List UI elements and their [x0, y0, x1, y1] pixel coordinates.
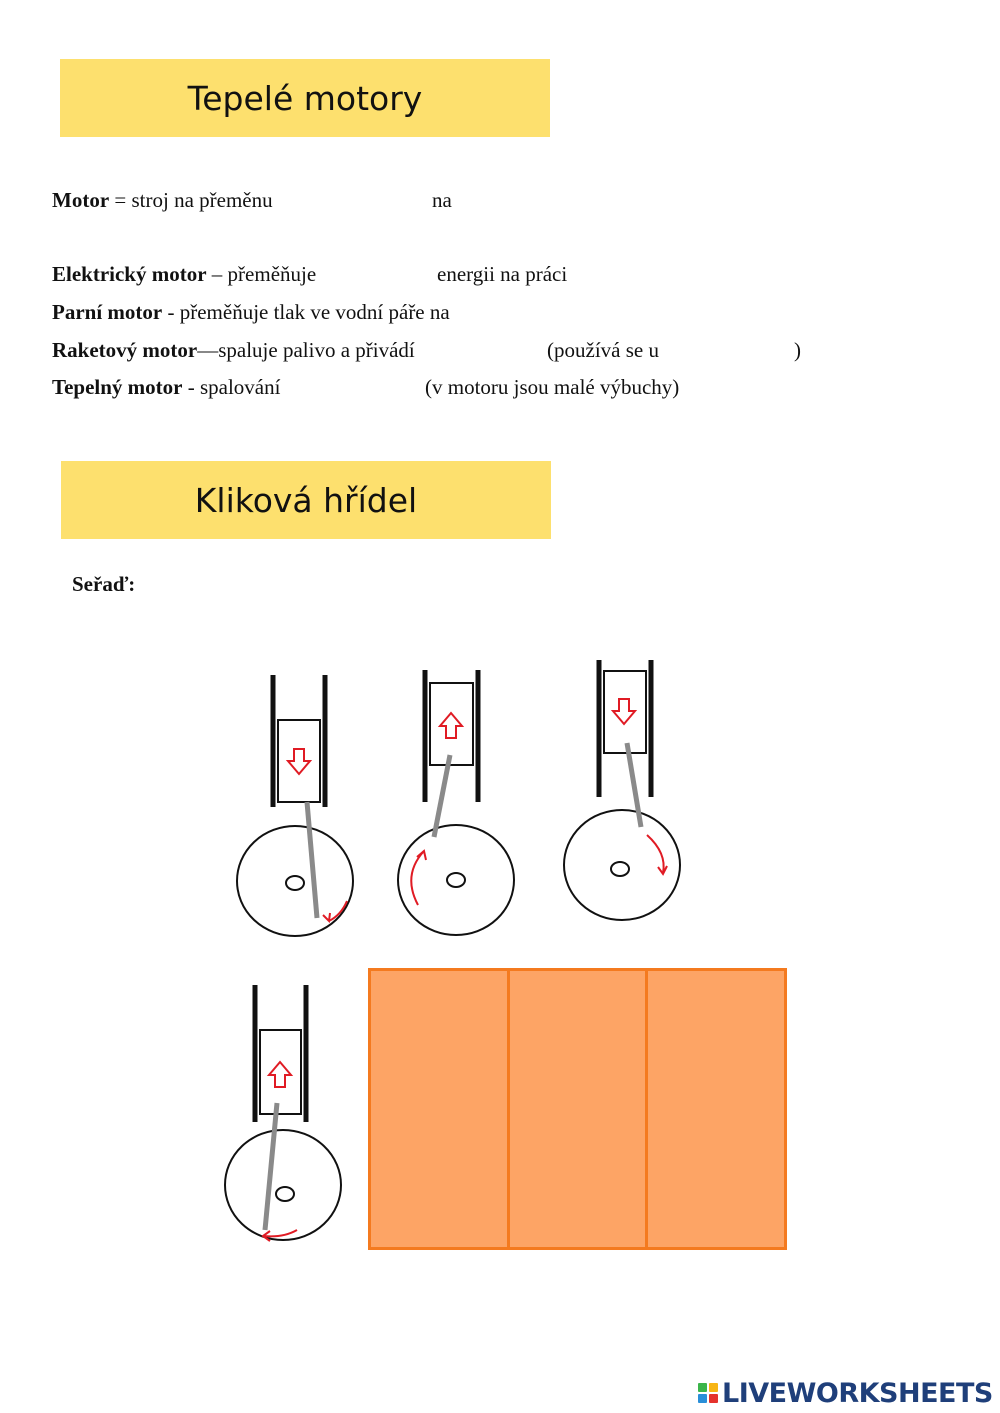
- drop-box-3[interactable]: [645, 968, 787, 1250]
- text: —spaluje palivo a přivádí: [197, 338, 415, 362]
- section-heading-text: Tepelé motory: [187, 78, 423, 118]
- engine-diagram-1[interactable]: [225, 665, 365, 945]
- crank-axle: [276, 1187, 294, 1201]
- answer-input-rocket-1[interactable]: [460, 336, 549, 364]
- section-heading-crankshaft: [61, 461, 551, 539]
- text: = stroj na přeměnu: [109, 188, 273, 212]
- term-thermal-motor: Tepelný motor: [52, 375, 183, 399]
- engine-diagram-3[interactable]: [555, 655, 695, 935]
- liveworksheets-logo-icon: [698, 1383, 718, 1403]
- crank-wheel: [225, 1130, 341, 1240]
- crank-axle: [611, 862, 629, 876]
- liveworksheets-logo: [698, 1378, 993, 1408]
- text: - spalování: [182, 375, 281, 399]
- text: - přeměňuje tlak ve vodní páře na: [162, 300, 450, 324]
- text: (používá se u: [547, 338, 659, 362]
- answer-input-motor-1[interactable]: [302, 186, 431, 214]
- definition-motor: [52, 190, 472, 214]
- text: na: [432, 188, 452, 212]
- exercise-instruction: Seřaď:: [72, 572, 136, 596]
- answer-input-steam[interactable]: [500, 298, 664, 326]
- text: (v motoru jsou malé výbuchy): [425, 375, 680, 399]
- definition-rocket-motor: [52, 340, 812, 364]
- section-heading-text: Kliková hřídel: [194, 480, 418, 520]
- definition-thermal-motor: [52, 377, 752, 401]
- drop-box-1[interactable]: [368, 968, 510, 1250]
- logo-text: LIVEWORKSHEETS: [722, 1377, 993, 1409]
- text: – přeměňuje: [206, 262, 317, 286]
- term-motor: Motor: [52, 188, 110, 212]
- answer-input-rocket-2[interactable]: [674, 336, 796, 364]
- section-heading-engines: [60, 59, 550, 137]
- engine-diagram-2[interactable]: [390, 665, 530, 945]
- text: ): [794, 338, 801, 362]
- term-steam-motor: Parní motor: [52, 300, 163, 324]
- text: energii na práci: [437, 262, 568, 286]
- engine-diagram-4[interactable]: [215, 975, 355, 1255]
- drop-box-2[interactable]: [507, 968, 648, 1250]
- answer-input-thermal[interactable]: [310, 373, 424, 401]
- definition-steam-motor: [52, 302, 752, 326]
- definition-electric-motor: [52, 264, 612, 288]
- term-electric-motor: Elektrický motor: [52, 262, 207, 286]
- answer-input-electric[interactable]: [350, 260, 436, 288]
- crank-axle: [447, 873, 465, 887]
- crank-axle: [286, 876, 304, 890]
- term-rocket-motor: Raketový motor: [52, 338, 198, 362]
